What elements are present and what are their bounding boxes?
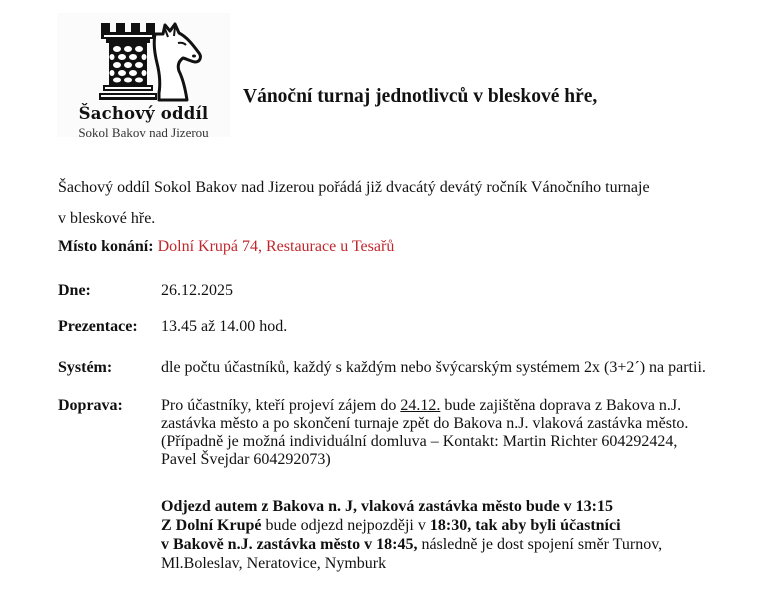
intro-line-2: v bleskové hře.	[58, 210, 156, 227]
departure-text: bude odjezd nejpozději v	[261, 517, 430, 534]
page-title: Vánoční turnaj jednotlivců v bleskové hře,	[243, 86, 598, 107]
logo-subtitle: Sokol Bakov nad Jizerou	[78, 125, 209, 140]
venue-label: Místo konání:	[58, 238, 154, 255]
registration-label: Prezentace:	[58, 318, 138, 335]
venue	[58, 238, 394, 256]
transport-text-after: bude zajištěna doprava z Bakova n.J. zastávka město a po skončení turnaje zpět do Bakova n.J. vlaková zastávka město. (Případně je možná individuální domluva – Kontakt: Martin Richter 604292424, Pavel Švejdar 604292073)	[161, 397, 689, 468]
intro-line-1: Šachový oddíl Sokol Bakov nad Jizerou pořádá již dvacátý devátý ročník Vánočního turnaje	[58, 179, 650, 196]
departure-time: 18:30, tak aby byli účastníci	[429, 517, 621, 534]
date-label: Dne:	[58, 282, 91, 299]
connections-text: následně je dost spojení směr Turnov,	[417, 536, 663, 553]
system-label: Systém:	[58, 359, 113, 376]
departure-line-2	[161, 516, 662, 535]
transport-text-before: Pro účastníky, kteří projeví zájem do	[161, 397, 401, 414]
arrival-time: v Bakově n.J. zastávka město v 18:45,	[161, 536, 418, 553]
departure-info	[161, 497, 662, 573]
transport-label: Doprava:	[58, 397, 123, 414]
departure-from: Z Dolní Krupé	[161, 517, 262, 534]
rook-and-knight-chess-icon	[95, 21, 205, 103]
date-value: 26.12.2025	[161, 282, 233, 299]
departure-line-3	[161, 535, 662, 554]
logo-title: Šachový oddíl	[78, 104, 209, 123]
system-value: dle počtu účastníků, každý s každým nebo švýcarským systémem 2x (3+2´) na partii.	[161, 359, 706, 376]
venue-value: Dolní Krupá 74, Restaurace u Tesařů	[157, 238, 395, 255]
departure-line-4: Ml.Boleslav, Neratovice, Nymburk	[161, 555, 387, 572]
registration-value: 13.45 až 14.00 hod.	[161, 318, 288, 335]
transport-value	[161, 397, 716, 469]
club-logo	[57, 13, 230, 140]
departure-line-1: Odjezd autem z Bakova n. J, vlaková zastávka město bude v 13:15	[161, 498, 614, 515]
transport-deadline: 24.12.	[400, 397, 441, 414]
